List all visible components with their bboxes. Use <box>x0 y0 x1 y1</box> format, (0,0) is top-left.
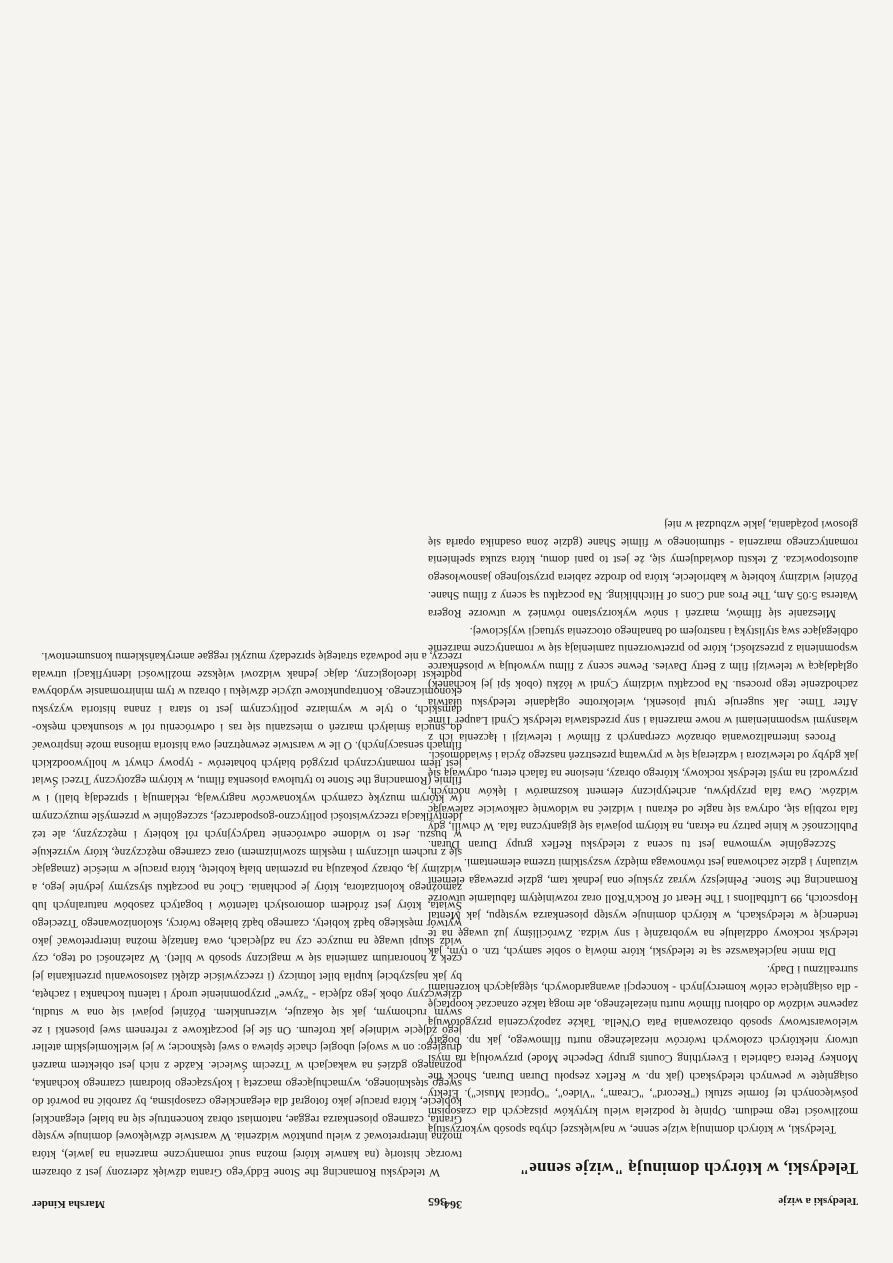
body-text <box>32 647 462 1181</box>
paragraph: Teledyski, w których dominują wizje senne, w największej chyba sposób wykorzystują możliwości tego medium. Opinię tę podziela wielu krytyków piszących dla czasopism poświęconych tej formie sztuki ("Record", "Cream", "Video", "Optical Music"). Efekty osiągnięte w pewnych teledyskach (jak np. w Reflex zespołu Duran Duran, Shock the Monkey Petera Gabriela i Everything Counts grupy Depeche Mode) przywołują na myśl utwory niektórych czołowych twórców niezależnego nurtu filmowego, jak np. bogaty wielowarstwowy sposób obrazowania Pata O'Nella. Także zapożyczenia przygotowują zapewne widzów do odbioru filmów nurtu niezależnego, ale mogą także oznaczać kooptację - dla osiągnięcia celów komercyjnych - koncepcji awangardowych, sięgających korzeniami surrealizmu i Dady. <box>428 962 858 1136</box>
paragraph: Dla mnie najciekawsze są te teledyski, które mówią o sobie samych, tzn. o tym, jak teledysk rockowy oddziałuje na wyobraźnię i sny widza. Zwróciliśmy już uwagę na te tendencję w teledyskach, w których dominuje występ piosenkarza występu, jak Mental Hopscotch, 99 Luftballons i The Heart of Rock'n'Roll oraz rozwiniętym fabularnie utworze Romancing the Stone. Pełniejszy wyraz zyskuje ona jednak tam, gdzie przewaga element wizualny i gdzie zachowana jest równowaga między wszystkimi trzema elementami. <box>428 856 858 959</box>
page-number: 364 <box>444 1198 462 1212</box>
running-head-title: Teledyski a wizje <box>778 1195 858 1207</box>
paragraph: Szczególnie wymowna jest tu scena z teledysku Reflex grupy Duran Duran. Publiczność w kinie patrzy na ekran, na którym pojawia się gigantyczna fala. W chwili, gdy fala rozbija się, odrywa się nagle od ekranu i widzieć na widownię całkowicie zalewając widzów. Owa fala przypływu, archetypiczny element koszmarów i lęków nocnych, przywodzi na myśl teledysk rockowy, którego obrazy, niesione na falach eteru, odrywają się jak gdyby od telewizora i wdzierają się w prywatną przestrzeń naszego życia i świadomości. <box>428 749 858 852</box>
running-head <box>32 1197 462 1212</box>
page-364 <box>32 52 462 1212</box>
paragraph: Mieszanie się filmów, marzeń i snów wykorzystano również w utworze Rogera Watersa 5:05 Am, The Pros and Cons of Hitchhiking. Na początku są sceny z filmu Shane. Później widzimy kobietę w kabriolecie, która po drodze zabiera przystojnego jasnowłosego autostopowicza. Z tekstu dowiadujemy się, że jest to pani domu, która szuka spełnienia romantycznego marzenia - stłumionego w filmie Shane (gdzie żona osadnika oparła się głosowi pożądania, jakie wzbudzał w niej <box>428 517 858 620</box>
paragraph: Proces internalizowania obrazów czerpanych z filmów i telewizji i łączenia ich z własnymi wspomnieniami w nowe marzenia i sny przedstawia teledysk Cyndi Lauper Time After Time. Jak sugeruje tytuł piosenki, wielokrotne oglądanie teledysku ułatwia zachodzenie tego procesu. Na początku widzimy Cyndi w łóżku (obok śpi jej kochanek) oglądającą w telewizji film z Betty Davies. Pewne sceny z filmu wywołują w piosenkarce wspomnienia z przeszłości, które po przetworzeniu zamieniają się w romantyczne marzenie odbiegające swą stylistyką i nastrojem od banalnego otoczenia sytuacji wyjściowej. <box>428 624 858 745</box>
page-365 <box>428 94 858 1209</box>
body-text <box>428 515 858 1138</box>
page-number: 365 <box>428 1195 446 1209</box>
running-head-author: Marsha Kinder <box>32 1198 106 1210</box>
paragraph: W teledysku Romancing the Stone Eddy'ego Granta dźwięk zderzony jest z obrazem tworząc historię (na kanwie której można snuć romantyczne marzenia na jawie), która można interpretować z wielu punktów widzenia. W warstwie dźwiękowej dominuje występ Granta, czarnego piosenkarza reggae, natomiast obraz koncentruje się na białej eleganckiej kobiecie, która pracuje jako fotograf dla eleganckiego czasopisma, by zarobić na powrót do swego stęsknionego, wymachującego maczetą i kołyszącego biodrami czarnego kochanka, poznanego gdzieś na wakacjach w Trzecim Świecie. Każde z nich jest obiektem marzeń drugiego: on w swojej ubogiej chacie śpiewa o swej tęsknocie; w jej wielkomiejskim atelier jego zdjęcie widnieje jak trofeum. On śle jej początkowe z refrenem swej piosenki i ze swym ruchomym, jak się okazuje, wizerunkiem. Później pojawi się ona w studiu, dziewczyny obok jego zdjęcia - "żywe" przypomnienie urody i talentu kochanka i zachęta, by jak najszybciej kupiła bilet lotniczy (i rzeczywiście dzięki zastosowaniu przenikania jej czek z honorarium zamienia się w magiczny sposób w bilet). W zależności od tego, czy widz skupi uwagę na muzyce czy na zdjęciach, owa fantazję można interpretować jako wytwór męskiego bądź kobiety, czarnego bądź białego twórcy, skolonizowanego Trzeciego Świata, który jest źródłem domorosłych talentów i bogatych zasobów naturalnych lub zamożnego kolonizatora, który je pochłania. Choć na początku słyszymy jedynie jego, a widzimy ją, obrazy pokazują na przemian białą kobietę, która pracuje w mieście (zmagając się z ruchem ulicznym i męskim szowinizmem) oraz czarnego mężczyznę, który wyrzekuje w buszu. Jest to widome odwrócenie tradycyjnych ról kobiety i mężczyzny, ale też identyfikacja rzeczywistości polityczno-gospodarczej, szczególnie w przemyśle muzycznym (w którym muzykę czarnych wykonawców nagrywają, reklamują i sprzedają biali) i w filmie (Romancing the Stone to tytułowa piosenka filmu, w którym egzotyczny Trzeci Świat jest tłem romantycznych przygód białych bohaterów - typowy chwyt w hollywoodzkich filmach sensacyjnych). O ile w warstwie zewnętrznej owa historia miłosna może inspirować do snucia śmiałych marzeń o mieszaniu się ras i odwróceniu ról w stosunkach męsko-damskich, o tyle w wymiarze politycznym jest to stara i znana historia wyzysku ekonomicznego. Kontrapunktowe użycie dźwięku i obrazu w tym minirromansie wydobywa podtekst ideologiczny, dając jednak widzowi większe możliwości identyfikacji utrwala rzeczy, a nie podważa strategię sprzedaży muzyki reggae amerykańskiemu konsumentowi. <box>32 649 462 1179</box>
running-head <box>428 1194 858 1209</box>
chapter-title: Teledyski, w których dominują "wizje senne" <box>519 1159 858 1178</box>
